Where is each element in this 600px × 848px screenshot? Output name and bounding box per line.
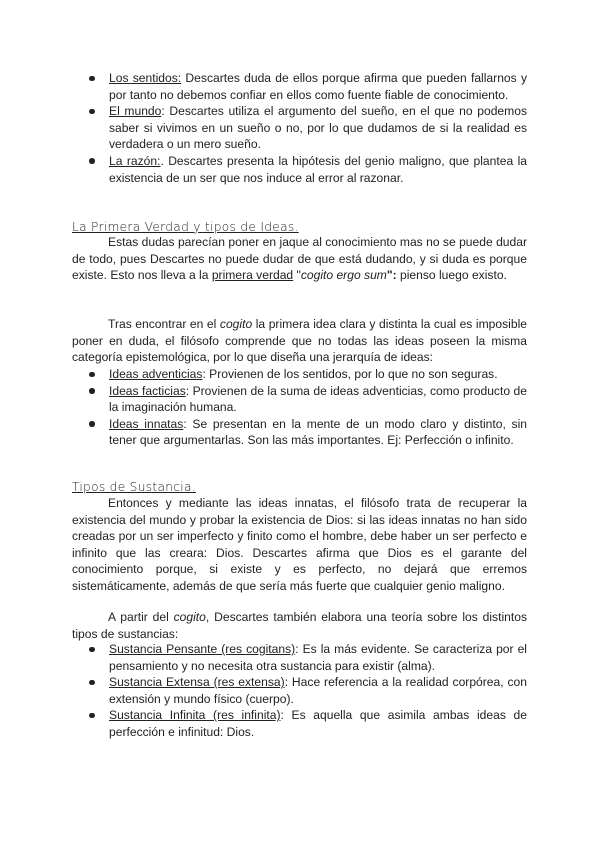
- bullet-text: Descartes duda de ellos porque afirma que pueden fallarnos y por tanto no debemos confiar en ellos como fuente fiable de conocimiento.: [109, 71, 527, 102]
- bullet-text: : Es la más evidente. Se caracteriza por el pensamiento y no necesita otra sustancia para existir (alma).: [109, 642, 527, 673]
- bullet-term: Ideas facticias: [109, 383, 186, 398]
- doubt-list: [109, 70, 527, 186]
- bullet-text: : Se presentan en la mente de un modo claro y distinto, sin tener que argumentarlas. Son las más importantes. Ej: Perfección o infinito.: [109, 416, 527, 448]
- section-heading-tipos-sustancia: Tipos de Sustancia.: [72, 480, 196, 494]
- bullet-term: Los sentidos:: [109, 71, 182, 85]
- list-item: [109, 103, 527, 153]
- bullet-text: : Es aquella que asimila ambas ideas de perfección e infinitud: Dios.: [109, 708, 527, 739]
- paragraph: Estas dudas parecían poner en jaque al conocimiento mas no se puede dudar de todo, pues Descartes no puede dudar de que está dudando, y si duda es porque existe. Esto nos lleva a la primera verdad "cogito ergo sum": pienso luego existo.: [72, 235, 527, 283]
- paragraph: Entonces y mediante las ideas innatas, el filósofo trata de recuperar la existencia del mundo y probar la existencia de Dios: si las ideas innatas no han sido creadas por un ser imperfecto y finito como el hombre, debe haber un ser perfecto e infinito que las creara: Dios. Descartes afirma que Dios es el garante del conocimiento porque, si existe y es perfecto, no dejará que erremos sistemáticamente, además de que sería más fuerte que cualquier genio maligno.: [72, 496, 527, 593]
- bullet-term: Ideas adventicias: [109, 367, 203, 381]
- ideas-list: [109, 366, 527, 449]
- paragraph: Tras encontrar en el cogito la primera idea clara y distinta la cual es imposible poner en duda, el filósofo comprende que no todas las ideas poseen la misma categoría epistemológica, por lo que diseña una jerarquía de ideas:: [72, 317, 527, 365]
- list-item: [109, 641, 527, 674]
- list-item: [109, 153, 527, 186]
- bullet-term: Sustancia Infinita (res infinita): [109, 708, 281, 723]
- list-item: [109, 70, 527, 103]
- bullet-term: El mundo: [109, 104, 162, 119]
- list-item: [109, 674, 527, 707]
- substance-list: [109, 641, 527, 741]
- bullet-term: La razón:: [109, 153, 161, 168]
- bullet-term: Sustancia Extensa (res extensa): [109, 675, 285, 690]
- bullet-text: : Hace referencia a la realidad corpórea, con extensión y mundo físico (cuerpo).: [109, 675, 528, 706]
- list-item: [109, 366, 527, 383]
- bullet-text: : Provienen de los sentidos, por lo que no son seguras.: [202, 367, 498, 381]
- bullet-text: : Provienen de la suma de ideas adventicias, como producto de la imaginación humana.: [109, 383, 527, 415]
- section-heading-primera-verdad: La Primera Verdad y tipos de Ideas.: [72, 220, 299, 234]
- bullet-text: : Descartes utiliza el argumento del sueño, en el que no podemos saber si vivimos en un sueño o no, por lo que dudamos de si la realidad es verdadera o un mero sueño.: [109, 104, 528, 152]
- bullet-text: . Descartes presenta la hipótesis del genio maligno, que plantea la existencia de un ser que nos induce al error al razonar.: [109, 153, 527, 185]
- list-item: [109, 383, 527, 416]
- paragraph: A partir del cogito, Descartes también elabora una teoría sobre los distintos tipos de sustancias:: [72, 610, 527, 641]
- bullet-term: Ideas innatas: [109, 416, 184, 431]
- underlined-term: primera verdad: [211, 268, 294, 283]
- list-item: [109, 416, 527, 449]
- bullet-term: Sustancia Pensante (res cogitans): [109, 642, 296, 656]
- list-item: [109, 707, 527, 740]
